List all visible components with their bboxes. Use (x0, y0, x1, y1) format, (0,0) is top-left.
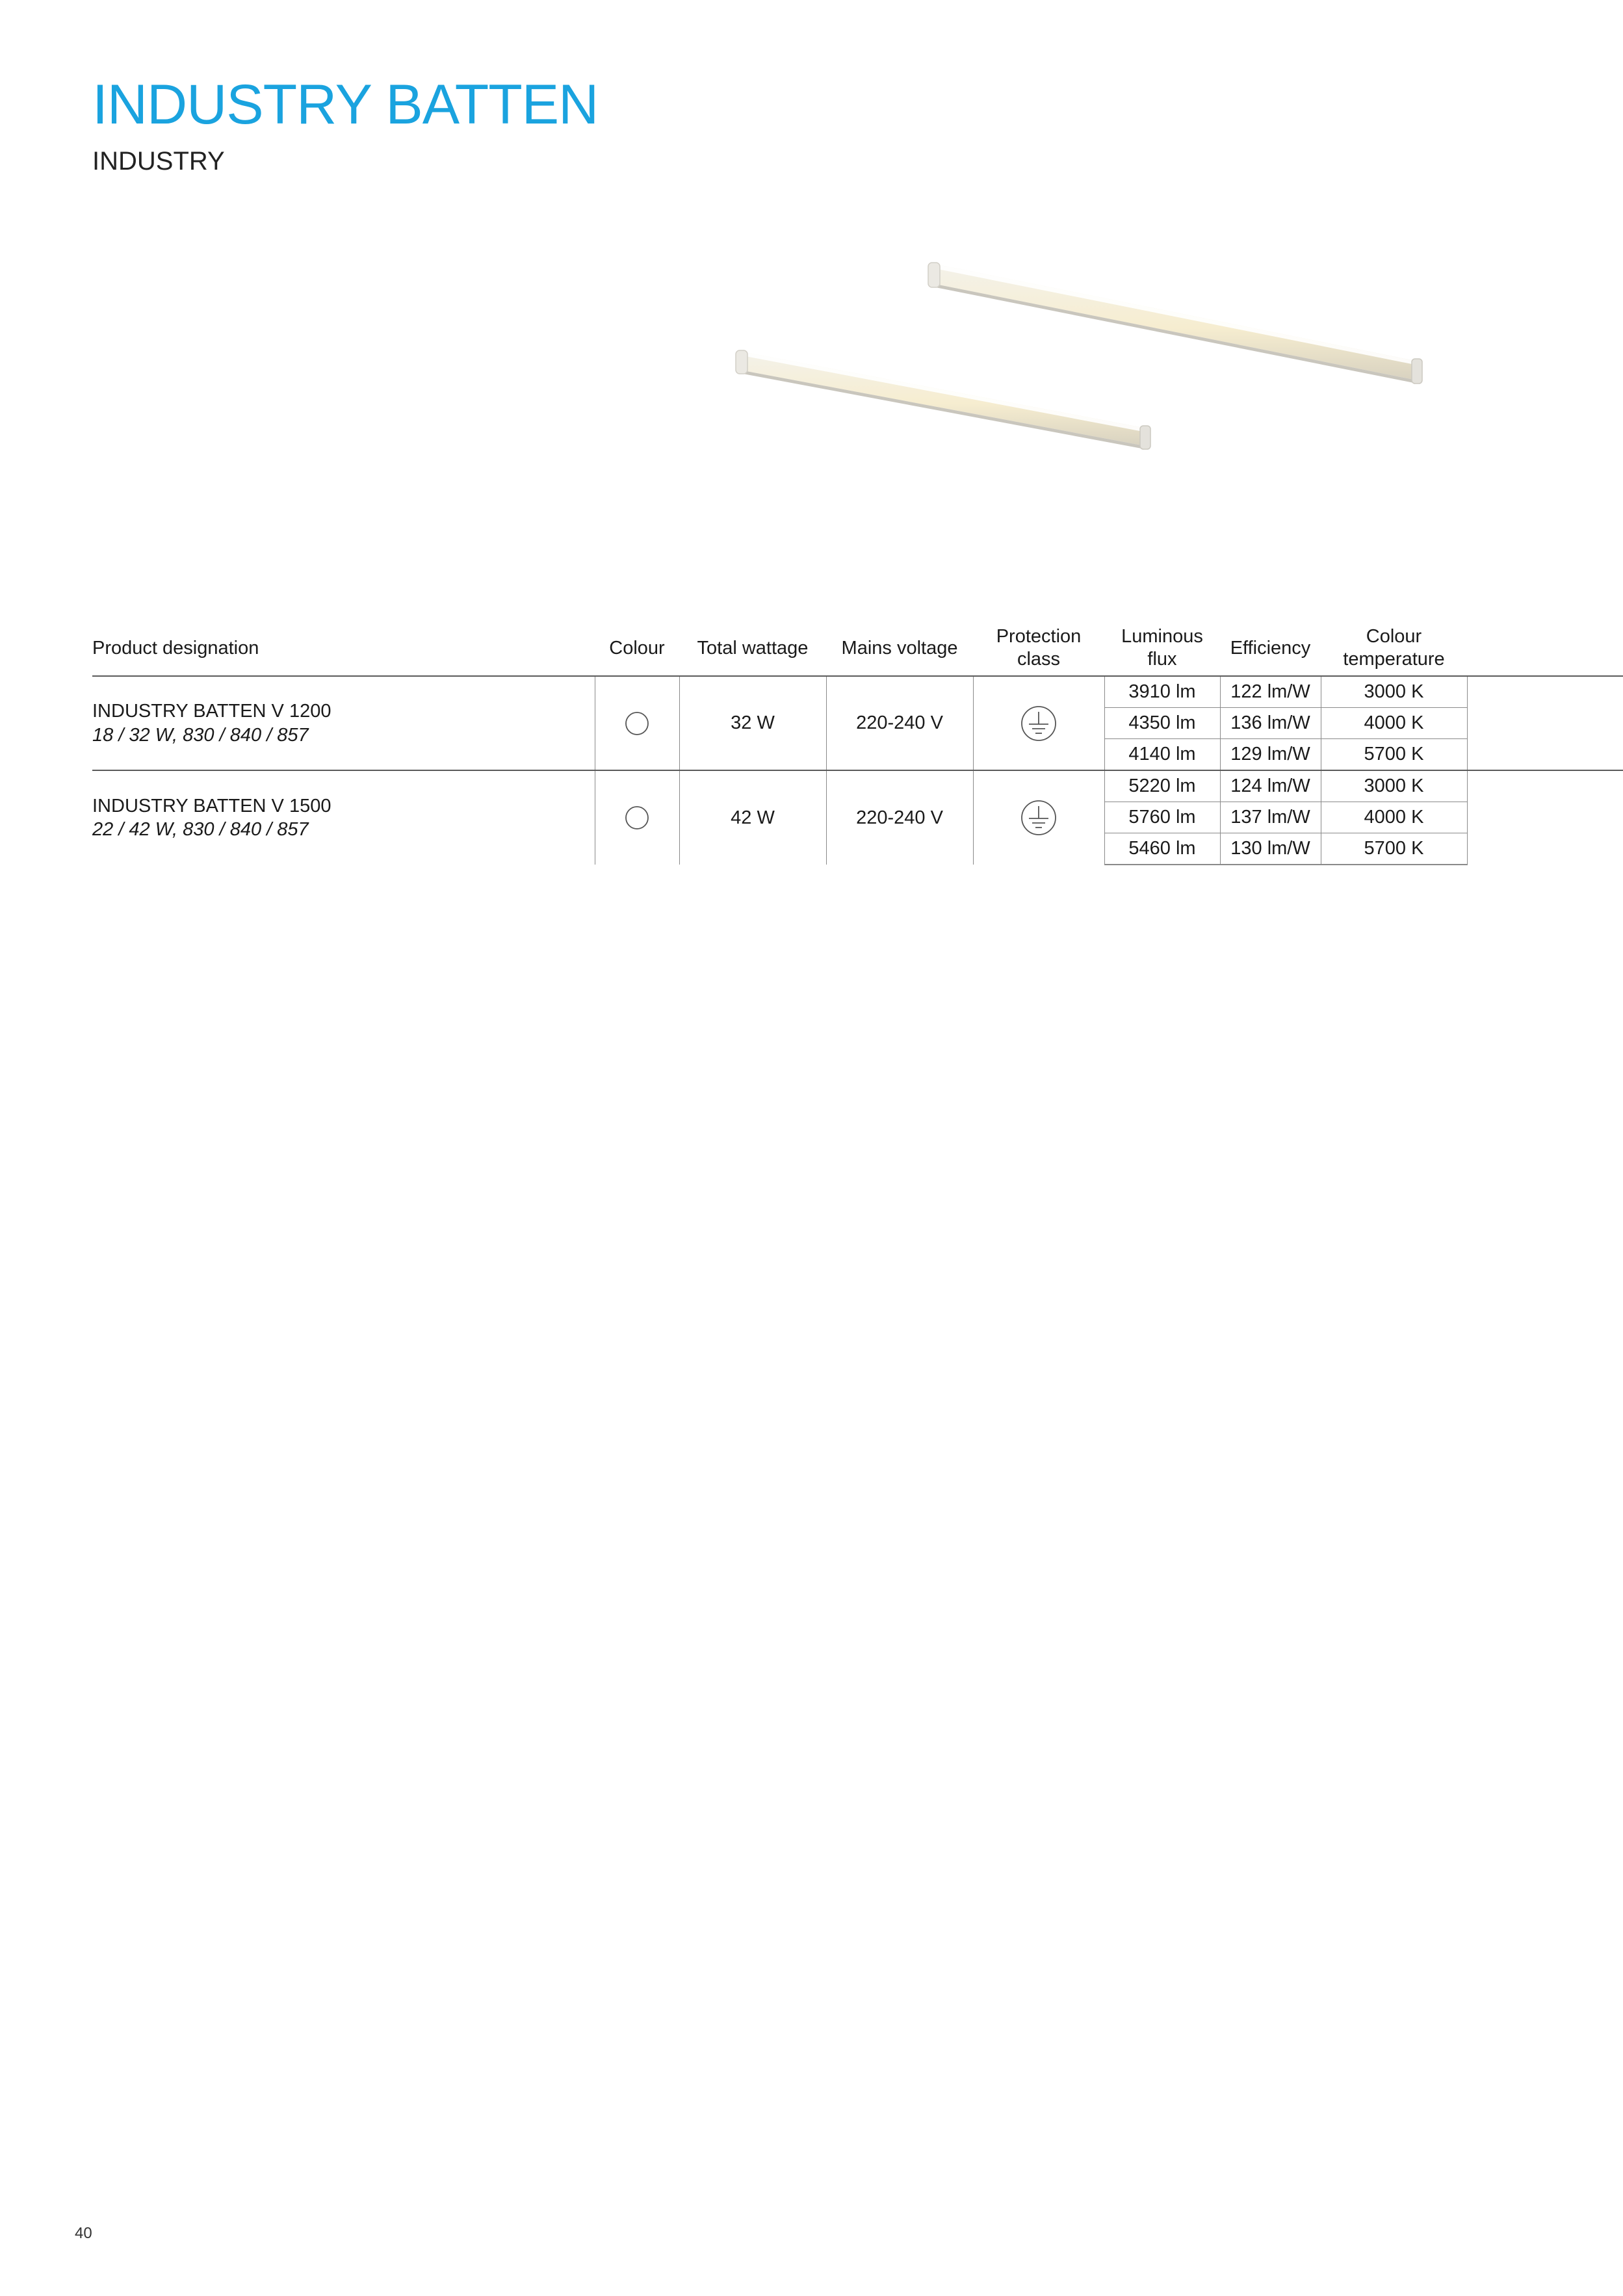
total-wattage: 32 W (679, 676, 826, 770)
efficiency: 129 lm/W (1220, 739, 1321, 771)
header-luminous-flux: Luminous flux (1121, 626, 1203, 670)
total-wattage: 42 W (679, 770, 826, 865)
earth-ground-icon (1020, 799, 1058, 837)
table-header-row (92, 621, 1623, 676)
header-colour: Colour (609, 637, 665, 659)
header-protection-class: Protection class (996, 626, 1082, 670)
earth-ground-icon (1020, 705, 1058, 742)
luminous-flux: 3910 lm (1104, 676, 1220, 708)
efficiency: 137 lm/W (1220, 802, 1321, 833)
header-efficiency: Efficiency (1230, 637, 1311, 659)
page-subtitle: INDUSTRY (92, 147, 225, 176)
table-row (92, 676, 1623, 708)
protection-class-cell (973, 676, 1104, 770)
batten-fixture-short (736, 350, 1150, 449)
header-spacer (1467, 621, 1623, 676)
colour-temperature: 3000 K (1321, 770, 1467, 802)
colour-temperature: 5700 K (1321, 833, 1467, 865)
colour-cell (595, 676, 679, 770)
white-circle-icon (624, 805, 650, 831)
product-name: INDUSTRY BATTEN V 1500 (92, 795, 331, 816)
table-row (92, 770, 1623, 802)
luminous-flux: 5460 lm (1104, 833, 1220, 865)
luminous-flux: 5760 lm (1104, 802, 1220, 833)
product-spec: 22 / 42 W, 830 / 840 / 857 (92, 819, 309, 840)
efficiency: 122 lm/W (1220, 676, 1321, 708)
product-designation (92, 770, 595, 865)
protection-class-cell (973, 770, 1104, 865)
luminous-flux: 4140 lm (1104, 739, 1220, 771)
header-mains-voltage: Mains voltage (841, 637, 958, 659)
colour-temperature: 3000 K (1321, 676, 1467, 708)
header-product-designation: Product designation (92, 637, 259, 659)
product-designation (92, 676, 595, 770)
colour-temperature: 5700 K (1321, 739, 1467, 771)
efficiency: 124 lm/W (1220, 770, 1321, 802)
product-name: INDUSTRY BATTEN V 1200 (92, 701, 331, 722)
efficiency: 136 lm/W (1220, 708, 1321, 739)
spacer-cell (1467, 770, 1623, 865)
efficiency: 130 lm/W (1220, 833, 1321, 865)
spacer-cell (1467, 676, 1623, 770)
page-number: 40 (75, 2224, 92, 2242)
colour-cell (595, 770, 679, 865)
colour-temperature: 4000 K (1321, 802, 1467, 833)
batten-fixture-long (928, 263, 1422, 384)
product-spec-table (92, 621, 1623, 865)
product-image (715, 247, 1449, 462)
colour-temperature: 4000 K (1321, 708, 1467, 739)
product-spec: 18 / 32 W, 830 / 840 / 857 (92, 724, 309, 746)
mains-voltage: 220-240 V (826, 770, 973, 865)
header-colour-temperature: Colour temperature (1343, 626, 1445, 670)
header-total-wattage: Total wattage (697, 637, 809, 659)
luminous-flux: 4350 lm (1104, 708, 1220, 739)
luminous-flux: 5220 lm (1104, 770, 1220, 802)
page-title: INDUSTRY BATTEN (92, 73, 599, 136)
mains-voltage: 220-240 V (826, 676, 973, 770)
white-circle-icon (624, 711, 650, 737)
